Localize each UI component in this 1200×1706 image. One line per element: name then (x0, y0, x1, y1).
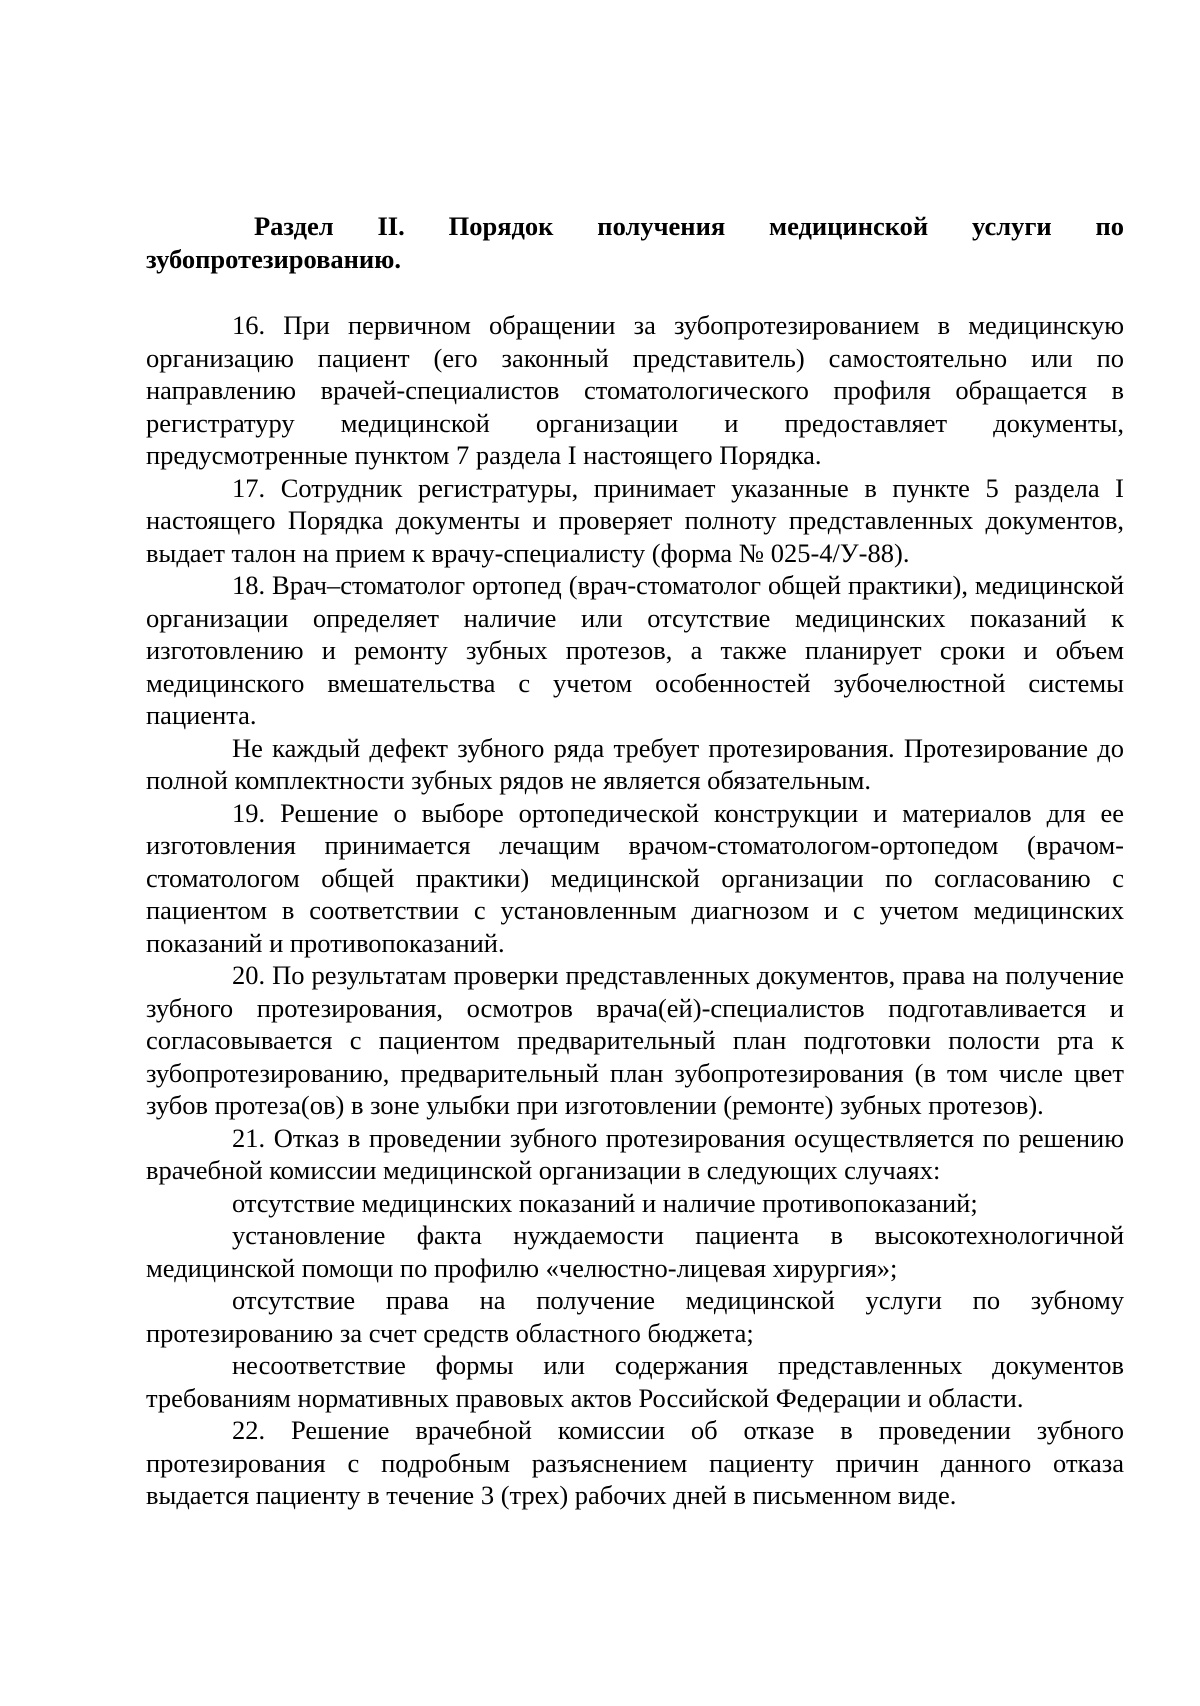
paragraph-21-case-1: отсутствие медицинских показаний и наличие противопоказаний; (232, 1187, 978, 1218)
paragraph-19: 19. Решение о выборе ортопедической конструкции и материалов для ее изготовления принимается лечащим врачом-стоматологом-ортопедом (врачом-стоматологом общей практики) медицинской организации по согласованию с пациентом в соответствии с установленным диагнозом и с учетом медицинских показаний и противопоказаний. (146, 797, 1124, 958)
document-page (146, 210, 1124, 1512)
paragraph-17: 17. Сотрудник регистратуры, принимает указанные в пункте 5 раздела I настоящего Порядка документы и проверяет полноту представленных документов, выдает талон на прием к врачу-специалисту (форма № 025-4/У-88). (146, 472, 1124, 568)
section-heading (146, 210, 1124, 275)
section-heading-text: Раздел II. Порядок получения медицинской услуги по зубопротезированию. (146, 211, 1124, 274)
paragraph-22: 22. Решение врачебной комиссии об отказе в проведении зубного протезирования с подробным разъяснением пациенту причин данного отказа выдается пациенту в течение 3 (трех) рабочих дней в письменном виде. (146, 1415, 1124, 1510)
paragraph-18: 18. Врач–стоматолог ортопед (врач-стоматолог общей практики), медицинской организации определяет наличие или отсутствие медицинских показаний к изготовлению и ремонту зубных протезов, а также планирует сроки и объем медицинского вмешательства с учетом особенностей зубочелюстной системы пациента. (146, 570, 1124, 730)
paragraph-16: 16. При первичном обращении за зубопротезированием в медицинскую организацию пациент (его законный представитель) самостоятельно или по направлению врачей-специалистов стоматологического профиля обращается в регистратуру медицинской организации и предоставляет документы, предусмотренные пунктом 7 раздела I настоящего Порядка. (146, 310, 1124, 470)
paragraph-18-note: Не каждый дефект зубного ряда требует протезирования. Протезирование до полной комплектности зубных рядов не является обязательным. (146, 732, 1124, 795)
paragraph-21-case-2: установление факта нуждаемости пациента в высокотехнологичной медицинской помощи по профилю «челюстно-лицевая хирургия»; (146, 1220, 1124, 1283)
paragraph-21-case-4: несоответствие формы или содержания представленных документов требованиям нормативных правовых актов Российской Федерации и области. (146, 1350, 1124, 1413)
paragraph-20: 20. По результатам проверки представленных документов, права на получение зубного протезирования, осмотров врача(ей)-специалистов подготавливается и согласовывается с пациентом предварительный план подготовки полости рта к зубопротезированию, предварительный план зубопротезирования (в том числе цвет зубов протеза(ов) в зоне улыбки при изготовлении (ремонте) зубных протезов). (146, 960, 1124, 1120)
paragraph-21: 21. Отказ в проведении зубного протезирования осуществляется по решению врачебной комиссии медицинской организации в следующих случаях: (146, 1122, 1124, 1185)
paragraph-21-case-3: отсутствие права на получение медицинской услуги по зубному протезированию за счет средств областного бюджета; (146, 1285, 1124, 1348)
